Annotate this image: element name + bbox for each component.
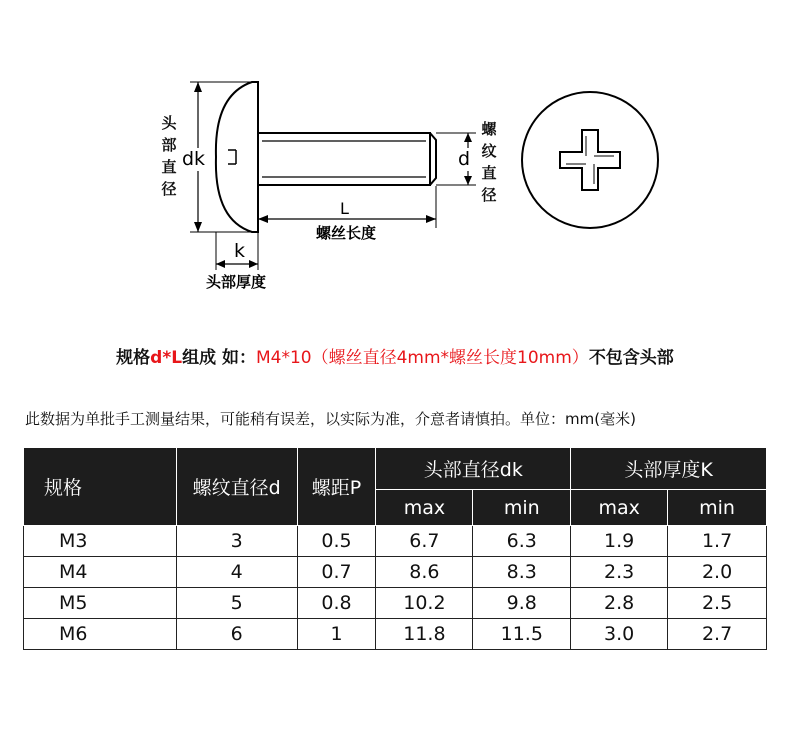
- cell-k-max: 2.3: [571, 557, 668, 588]
- header-dk-min: min: [473, 490, 571, 526]
- measurement-note: 此数据为单批手工测量结果，可能稍有误差，以实际为准，介意者请慎拍。单位：mm(毫米): [25, 410, 636, 428]
- cell-k-max: 3.0: [571, 619, 668, 650]
- cell-k-min: 2.7: [668, 619, 767, 650]
- cell-pitch: 1: [297, 619, 376, 650]
- header-spec: 规格: [24, 448, 177, 526]
- cell-thread-diameter: 5: [176, 588, 297, 619]
- cell-pitch: 0.7: [297, 557, 376, 588]
- cell-pitch: 0.5: [297, 526, 376, 557]
- head-diameter-label: dk: [182, 148, 206, 170]
- thread-diameter-label: d: [458, 148, 471, 170]
- head-diameter-caption: 头 部 直 径: [161, 114, 177, 198]
- cell-k-max: 1.9: [571, 526, 668, 557]
- thread-diameter-caption: 螺 纹 直 径: [481, 120, 497, 204]
- cell-spec: M5: [24, 588, 177, 619]
- cell-dk-min: 6.3: [473, 526, 571, 557]
- header-head-thickness: 头部厚度K: [571, 448, 767, 490]
- header-k-max: max: [571, 490, 668, 526]
- screw-drawing: [0, 0, 790, 310]
- spec-prefix: 规格: [116, 348, 151, 368]
- screw-diagram: [0, 0, 790, 310]
- header-dk-max: max: [376, 490, 473, 526]
- cell-k-max: 2.8: [571, 588, 668, 619]
- cell-spec: M3: [24, 526, 177, 557]
- spec-formula: d*L: [150, 348, 183, 368]
- length-label: L: [340, 199, 349, 218]
- spec-mid: 组成 如：: [182, 348, 256, 368]
- table-row: [24, 619, 767, 650]
- cell-dk-min: 9.8: [473, 588, 571, 619]
- header-thread-diameter: 螺纹直径d: [176, 448, 297, 526]
- cell-thread-diameter: 4: [176, 557, 297, 588]
- cell-dk-min: 11.5: [473, 619, 571, 650]
- spec-suffix: 不包含头部: [588, 348, 674, 368]
- screw-head-side: [216, 82, 258, 232]
- length-caption: 螺丝长度: [316, 224, 377, 242]
- cell-k-min: 1.7: [668, 526, 767, 557]
- header-k-min: min: [668, 490, 767, 526]
- spec-formula-line: [0, 343, 790, 368]
- table-row: [24, 526, 767, 557]
- cell-spec: M4: [24, 557, 177, 588]
- cell-dk-min: 8.3: [473, 557, 571, 588]
- cell-dk-max: 8.6: [376, 557, 473, 588]
- spec-table: [23, 447, 767, 650]
- cell-thread-diameter: 6: [176, 619, 297, 650]
- cell-k-min: 2.0: [668, 557, 767, 588]
- cell-pitch: 0.8: [297, 588, 376, 619]
- head-thickness-label: k: [234, 240, 246, 262]
- header-pitch: 螺距P: [297, 448, 376, 526]
- cell-k-min: 2.5: [668, 588, 767, 619]
- cell-dk-max: 6.7: [376, 526, 473, 557]
- cell-dk-max: 10.2: [376, 588, 473, 619]
- cell-dk-max: 11.8: [376, 619, 473, 650]
- head-thickness-caption: 头部厚度: [206, 273, 267, 291]
- table-row: [24, 557, 767, 588]
- header-head-diameter: 头部直径dk: [376, 448, 571, 490]
- cell-spec: M6: [24, 619, 177, 650]
- spec-example: M4*10（螺丝直径4mm*螺丝长度10mm）: [256, 348, 589, 368]
- table-row: [24, 588, 767, 619]
- cell-thread-diameter: 3: [176, 526, 297, 557]
